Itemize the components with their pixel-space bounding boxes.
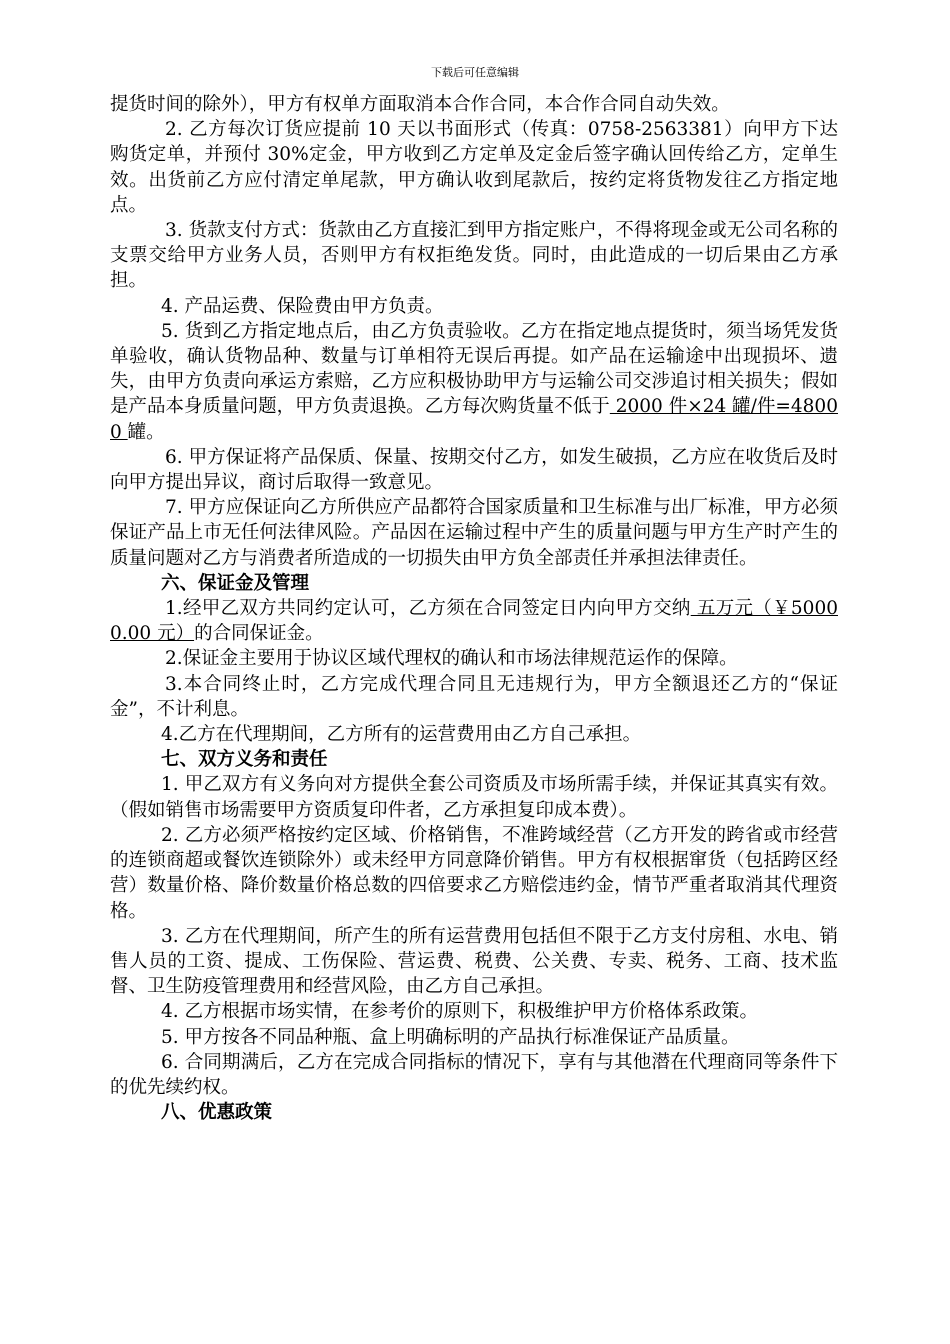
document-body [110,92,838,1125]
section-7-item-2: 2. 乙方必须严格按约定区域、价格销售，不准跨域经营（乙方开发的跨省或市经营的连锁商超或餐饮连锁除外）或未经甲方同意降价销售。甲方有权根据窜货（包括跨区经营）数量价格、降价数量价格总数的四倍要求乙方赔偿违约金，情节严重者取消其代理资格。 [110,824,838,922]
clause-4-freight: 4. 产品运费、保险费由甲方负责。 [161,295,444,317]
section-6-item-2: 2.保证金主要用于协议区域代理权的确认和市场法律规范运作的保障。 [165,648,738,670]
clause-2-order: 2. 乙方每次订货应提前 10 天以书面形式（传真：0758-2563381）向甲方下达购货定单，并预付 30%定金，甲方收到乙方定单及定金后签字确认回传给乙方，定单生效。出货前乙方应付清定单尾款，甲方确认收到尾款后，按约定将货物发往乙方指定地点。 [110,119,838,216]
section-7-item-5: 5. 甲方按各不同品种瓶、盒上明确标明的产品执行标准保证产品质量。 [161,1026,740,1048]
clause-5-end: 罐。 [127,421,165,443]
section-6-item-1 [110,596,838,646]
section-6-item-1-amount: 五万元（￥50000.00 元） [110,598,838,645]
section-7-item-1: 1. 甲乙双方有义务向对方提供全套公司资质及市场所需手续，并保证其真实有效。（假如销售市场需要甲方资质复印件者，乙方承担复印成本费）。 [110,774,838,821]
section-7-heading: 七、双方义务和责任 [161,749,328,771]
section-7-item-4: 4. 乙方根据市场实情，在参考价的原则下，积极维护甲方价格体系政策。 [161,1001,759,1023]
section-7-item-6: 6. 合同期满后，乙方在完成合同指标的情况下，享有与其他潜在代理商同等条件下的优先续约权。 [110,1051,838,1098]
clause-7-quality: 7. 甲方应保证向乙方所供应产品都符合国家质量和卫生标准与出厂标准，甲方必须保证产品上市无任何法律风险。产品因在运输过程中产生的质量问题与甲方生产时产生的质量问题对乙方与消费者所造成的一切损失由甲方负全部责任并承担法律责任。 [110,497,838,569]
clause-5-text: 5. 货到乙方指定地点后，由乙方负责验收。乙方在指定地点提货时，须当场凭发货单验收，确认货物品种、数量与订单相符无误后再提。如产品在运输途中出现损坏、遗失，由甲方负责向承运方索赔，乙方应积极协助甲方与运输公司交涉追讨相关损失；假如是产品本身质量问题，甲方负责退换。乙方每次购货量不低于 [110,320,838,418]
section-7-item-3: 3. 乙方在代理期间，所产生的所有运营费用包括但不限于乙方支付房租、水电、销售人员的工资、提成、工伤保险、营运费、税费、公关费、专卖、税务、工商、技术监督、卫生防疫管理费用和经营风险，由乙方自己承担。 [110,925,838,998]
page-header: 下载后可任意编辑 [431,66,519,79]
clause-5-inspection [110,319,838,445]
section-6-item-1-end: 的合同保证金。 [194,623,324,645]
paragraph-continuation: 提货时间的除外），甲方有权单方面取消本合作合同，本合作合同自动失效。 [110,94,730,115]
section-6-item-1-text: 1.经甲乙双方共同约定认可，乙方须在合同签定日内向甲方交纳 [165,598,691,620]
clause-5-quantity: 2000 件×24 罐/件=48000 [110,396,838,443]
clause-6-delivery: 6. 甲方保证将产品保质、保量、按期交付乙方，如发生破损，乙方应在收货后及时向甲方提出异议，商讨后取得一致意见。 [110,446,838,494]
clause-3-payment: 3. 货款支付方式：货款由乙方直接汇到甲方指定账户，不得将现金或无公司名称的支票交给甲方业务人员，否则甲方有权拒绝发货。同时，由此造成的一切后果由乙方承担。 [110,220,838,292]
section-6-item-3: 3.本合同终止时，乙方完成代理合同且无违规行为，甲方全额退还乙方的“保证金”，不计利息。 [110,673,838,720]
section-6-heading: 六、保证金及管理 [161,572,310,594]
section-6-item-4: 4.乙方在代理期间，乙方所有的运营费用由乙方自己承担。 [161,724,642,746]
section-8-heading: 八、优惠政策 [161,1102,273,1124]
